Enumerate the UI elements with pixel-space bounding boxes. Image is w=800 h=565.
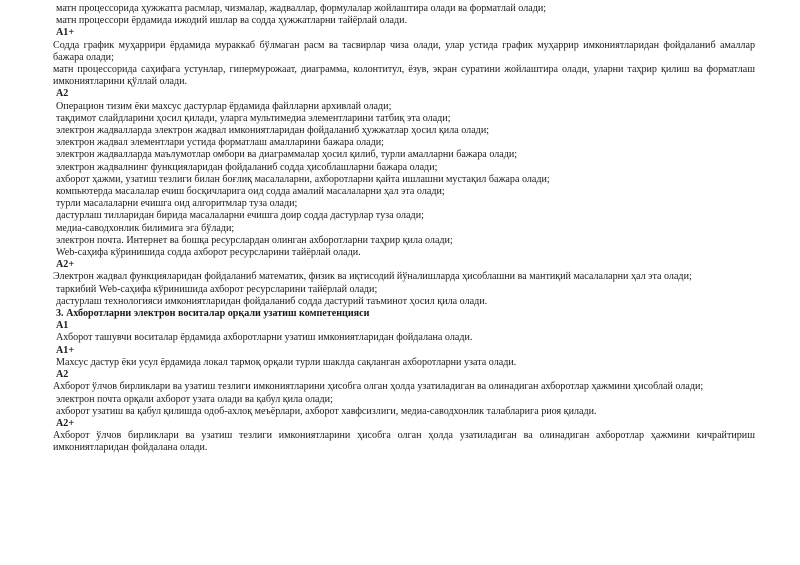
list-line: электрон почта орқали ахборот узата олади ва қабул қила олади; <box>56 393 333 405</box>
paragraph: Ахборот ўлчов бирликлари ва узатиш тезлиги имкониятларини ҳисобга олган ҳолда узатиладиган ва олинадиган ахборотлар ҳажмини ҳисоблай олади; <box>53 381 704 393</box>
level-heading: A2 <box>56 88 69 100</box>
list-line: матн процессори ёрдамида ижодий ишлар ва содда ҳужжатларни тайёрлай олади. <box>56 15 408 27</box>
level-heading: A2 <box>56 369 69 381</box>
level-heading: A1+ <box>56 27 75 39</box>
list-line: турли масалаларни ечишга оид алгоритмлар туза олади; <box>56 198 298 210</box>
list-line: электрон жадвалнинг функцияларидан фойдаланиб содда ҳисоблашларни бажара олади; <box>56 161 438 173</box>
list-line: Операцион тизим ёки махсус дастурлар ёрдамида файлларни архивлай олади; <box>56 100 392 112</box>
paragraph: матн процессорида саҳифага устунлар, гипермурожаат, диаграмма, колонтитул, ёзув, экран суратини жойлаштира олади, уларни таҳрир қилиш ва форматлаш имкониятларини қўллай олади. <box>53 64 755 88</box>
paragraph: Электрон жадвал функцияларидан фойдаланиб математик, физик ва иқтисодий йўналишларда ҳисоблашни ва мантиқий масалаларни ҳал эта олади; <box>53 271 692 283</box>
list-line: Web-саҳифа кўринишида содда ахборот ресурсларини тайёрлай олади. <box>56 247 361 259</box>
list-line: компьютерда масалалар ечиш босқичларига оид содда амалий масалаларни ҳал эта олади; <box>56 186 445 198</box>
list-line: дастурлаш технологияси имкониятларидан фойдаланиб содда дастурий таъминот ҳосил қила олади. <box>56 295 488 307</box>
list-line: ахборот узатиш ва қабул қилишда одоб-ахлоқ меъёрлари, ахборот хавфсизлиги, медиа-саводхонлик талабларига риоя қилади. <box>56 405 597 417</box>
list-line: дастурлаш тилларидан бирида масалаларни ечишга доир содда дастурлар туза олади; <box>56 210 424 222</box>
paragraph: Ахборот ўлчов бирликлари ва узатиш тезлиги имкониятларини ҳисобга олган ҳолда узатиладиган ва олинадиган ахборотлар ҳажмини кичрайтириш имкониятларидан фойдалана олади. <box>53 430 755 454</box>
level-heading: A1+ <box>56 344 75 356</box>
section-heading: 3. Ахборотларни электрон воситалар орқали узатиш компетенцияси <box>56 308 370 320</box>
paragraph: Содда график муҳаррири ёрдамида мураккаб бўлмаган расм ва тасвирлар чиза олади, улар устида график муҳаррир имкониятларидан фойдаланиб амаллар бажара олади; <box>53 39 755 63</box>
list-line: электрон жадвал элементлари устида форматлаш амалларини бажара олади; <box>56 137 384 149</box>
list-line: Махсус дастур ёки усул ёрдамида локал тармоқ орқали турли шаклда сақланган ахборотларни узата олади. <box>56 356 517 368</box>
level-heading: A2+ <box>56 259 75 271</box>
list-line: ахборот ҳажми, узатиш тезлиги билан боғлиқ масалаларни, ахборотларни қайта ишлашни мустақил бажара олади; <box>56 173 550 185</box>
level-heading: A1 <box>56 320 69 332</box>
list-line: электрон жадвалларда маълумотлар омбори ва диаграммалар ҳосил қилиб, турли амалларни бажара олади; <box>56 149 518 161</box>
list-line: матн процессорида ҳужжатга расмлар, чизмалар, жадваллар, формулалар жойлаштира олади ва форматлай олади; <box>56 3 547 14</box>
list-line: Ахборот ташувчи воситалар ёрдамида ахборотларни узатиш имкониятларидан фойдалана олади. <box>56 332 473 344</box>
list-line: тақдимот слайдларини ҳосил қилади, уларга мультимедиа элементларини татбиқ эта олади; <box>56 112 451 124</box>
list-line: электрон почта. Интернет ва бошқа ресурслардан олинган ахборотларни таҳрир қила олади; <box>56 234 453 246</box>
level-heading: A2+ <box>56 417 75 429</box>
list-line: медиа-саводхонлик билимига эга бўлади; <box>56 222 235 234</box>
list-line: электрон жадвалларда электрон жадвал имкониятларидан фойдаланиб ҳужжатлар ҳосил қила олади; <box>56 125 490 137</box>
list-line: таркибий Web-саҳифа кўринишида ахборот ресурсларини тайёрлай олади; <box>56 283 378 295</box>
